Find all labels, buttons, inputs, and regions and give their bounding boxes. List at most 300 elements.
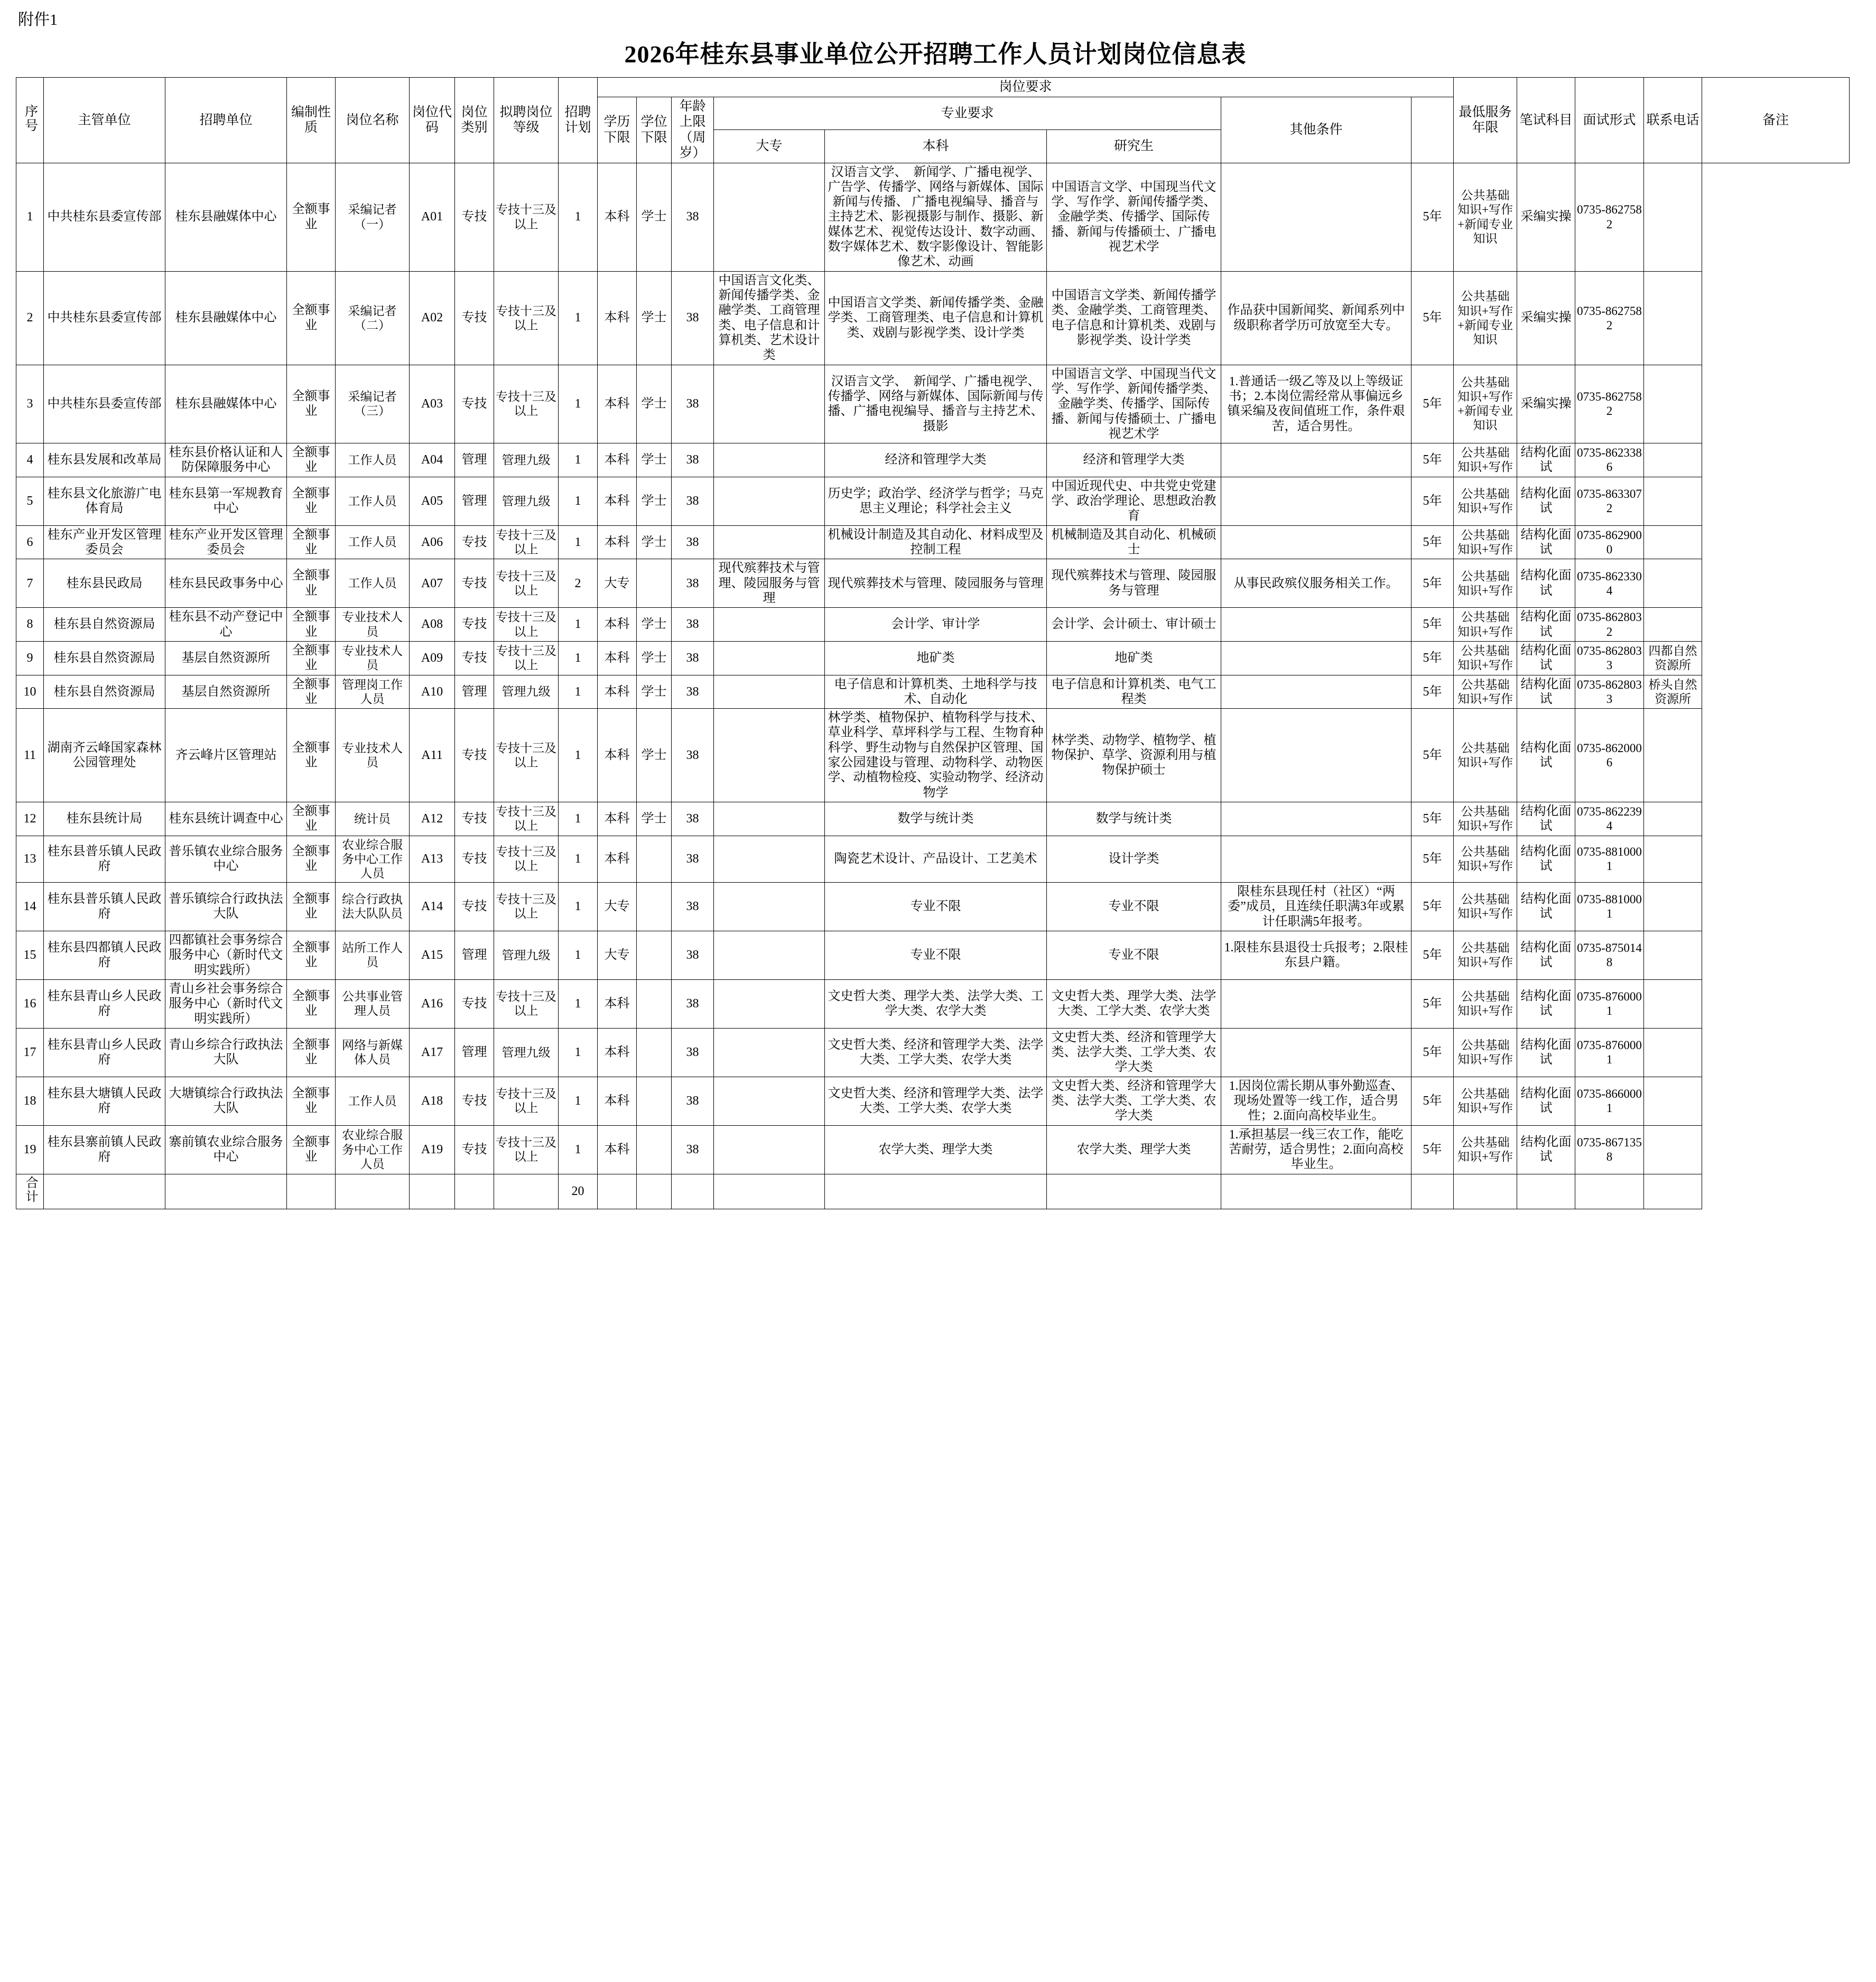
cell-row-seq: 15 bbox=[16, 931, 44, 979]
cell-row-seq: 4 bbox=[16, 443, 44, 477]
cell-row-dept: 桂东县自然资源局 bbox=[44, 608, 165, 642]
cell-row-interview-form: 结构化面试 bbox=[1517, 802, 1575, 836]
cell-row-major-graduate: 中国语言文学、中国现当代文学、写作学、新闻传播学类、金融学类、传播学、国际传播、新闻与传播硕士、广播电视艺术学 bbox=[1047, 163, 1221, 271]
cell-row-unit: 基层自然资源所 bbox=[165, 641, 287, 675]
cell-row-other bbox=[1221, 802, 1411, 836]
cell-row-major-bachelor: 经济和管理学大类 bbox=[825, 443, 1047, 477]
cell-row-job-type: 专技 bbox=[455, 608, 494, 642]
cell-row-unit: 桂东县融媒体中心 bbox=[165, 271, 287, 365]
cell-row-written-exam: 公共基础知识+写作 bbox=[1454, 1125, 1517, 1174]
table-row bbox=[16, 271, 1850, 365]
th-major: 专业要求 bbox=[714, 97, 1221, 130]
cell-row-major-college bbox=[714, 675, 825, 709]
cell-row-age-max: 38 bbox=[672, 1125, 714, 1174]
table-row bbox=[16, 608, 1850, 642]
cell-row-age-max: 38 bbox=[672, 1077, 714, 1125]
page-title: 2026年桂东县事业单位公开招聘工作人员计划岗位信息表 bbox=[624, 41, 1247, 68]
cell-row-unit: 普乐镇综合行政执法大队 bbox=[165, 883, 287, 931]
cell-row-interview-form: 结构化面试 bbox=[1517, 883, 1575, 931]
cell-row-unit: 桂东县融媒体中心 bbox=[165, 365, 287, 443]
cell-row-written-exam: 公共基础知识+写作 bbox=[1454, 979, 1517, 1028]
cell-row-edu-min: 大专 bbox=[598, 883, 637, 931]
cell-row-major-bachelor: 专业不限 bbox=[825, 931, 1047, 979]
cell-row-phone: 0735-8622394 bbox=[1575, 802, 1644, 836]
cell-row-edu-min: 本科 bbox=[598, 836, 637, 882]
cell-row-job-code: A08 bbox=[410, 608, 455, 642]
cell-row-plan: 1 bbox=[559, 709, 598, 802]
cell-row-job-level: 专技十三及以上 bbox=[494, 883, 559, 931]
cell-row-written-exam: 公共基础知识+写作 bbox=[1454, 443, 1517, 477]
cell-row-phone: 0735-8660001 bbox=[1575, 1077, 1644, 1125]
cell-row-other bbox=[1221, 525, 1411, 559]
cell-row-written-exam: 公共基础知识+写作+新闻专业知识 bbox=[1454, 163, 1517, 271]
cell-row-written-exam: 公共基础知识+写作 bbox=[1454, 608, 1517, 642]
cell-row-edu-min: 本科 bbox=[598, 1028, 637, 1077]
cell-row-seq: 10 bbox=[16, 675, 44, 709]
cell-row-job-level: 专技十三及以上 bbox=[494, 271, 559, 365]
th-job-level: 拟聘岗位等级 bbox=[494, 78, 559, 163]
cell-row-age-max: 38 bbox=[672, 365, 714, 443]
cell-row-dept: 桂东县文化旅游广电体育局 bbox=[44, 477, 165, 525]
total-blank-2 bbox=[165, 1174, 287, 1209]
cell-row-job-name: 工作人员 bbox=[336, 477, 410, 525]
cell-row-age-max: 38 bbox=[672, 477, 714, 525]
cell-row-unit: 青山乡综合行政执法大队 bbox=[165, 1028, 287, 1077]
cell-row-edu-min: 本科 bbox=[598, 675, 637, 709]
cell-row-phone: 0735-8810001 bbox=[1575, 836, 1644, 882]
cell-row-unit: 桂东县统计调查中心 bbox=[165, 802, 287, 836]
cell-row-degree-min: 学士 bbox=[637, 271, 672, 365]
cell-row-interview-form: 结构化面试 bbox=[1517, 709, 1575, 802]
cell-row-plan: 1 bbox=[559, 525, 598, 559]
cell-row-job-type: 专技 bbox=[455, 365, 494, 443]
cell-row-unit: 大塘镇综合行政执法大队 bbox=[165, 1077, 287, 1125]
cell-row-other bbox=[1221, 675, 1411, 709]
cell-row-written-exam: 公共基础知识+写作+新闻专业知识 bbox=[1454, 271, 1517, 365]
cell-row-job-level: 管理九级 bbox=[494, 931, 559, 979]
cell-row-seq: 18 bbox=[16, 1077, 44, 1125]
cell-row-service-years: 5年 bbox=[1411, 559, 1454, 608]
cell-row-degree-min: 学士 bbox=[637, 802, 672, 836]
cell-row-interview-form: 结构化面试 bbox=[1517, 641, 1575, 675]
cell-row-job-code: A10 bbox=[410, 675, 455, 709]
cell-row-seq: 12 bbox=[16, 802, 44, 836]
cell-row-job-type: 专技 bbox=[455, 979, 494, 1028]
cell-row-remark bbox=[1644, 931, 1702, 979]
cell-row-service-years: 5年 bbox=[1411, 883, 1454, 931]
cell-row-phone: 0735-8620006 bbox=[1575, 709, 1644, 802]
table-header-row-1 bbox=[16, 78, 1850, 97]
cell-row-plan: 1 bbox=[559, 163, 598, 271]
cell-row-seq: 11 bbox=[16, 709, 44, 802]
table-row bbox=[16, 709, 1850, 802]
cell-row-major-graduate: 专业不限 bbox=[1047, 883, 1221, 931]
cell-row-written-exam: 公共基础知识+写作 bbox=[1454, 836, 1517, 882]
cell-row-seq: 8 bbox=[16, 608, 44, 642]
cell-row-service-years: 5年 bbox=[1411, 608, 1454, 642]
cell-row-major-college bbox=[714, 641, 825, 675]
cell-row-age-max: 38 bbox=[672, 525, 714, 559]
cell-row-job-type: 管理 bbox=[455, 931, 494, 979]
cell-row-service-years: 5年 bbox=[1411, 709, 1454, 802]
cell-row-service-years: 5年 bbox=[1411, 477, 1454, 525]
cell-row-job-type: 专技 bbox=[455, 271, 494, 365]
cell-row-job-name: 专业技术人员 bbox=[336, 641, 410, 675]
cell-row-age-max: 38 bbox=[672, 271, 714, 365]
cell-row-other bbox=[1221, 477, 1411, 525]
cell-row-edu-min: 本科 bbox=[598, 641, 637, 675]
cell-row-job-type: 专技 bbox=[455, 163, 494, 271]
cell-row-major-graduate: 农学大类、理学大类 bbox=[1047, 1125, 1221, 1174]
total-blank-14 bbox=[1221, 1174, 1411, 1209]
total-blank-6 bbox=[455, 1174, 494, 1209]
cell-row-major-graduate: 中国语言文学类、新闻传播学类、金融学类、工商管理类、电子信息和计算机类、戏剧与影视学类、设计学类 bbox=[1047, 271, 1221, 365]
cell-row-other: 限桂东县现任村（社区）“两委”成员，且连续任职满3年或累计任职满5年报考。 bbox=[1221, 883, 1411, 931]
cell-row-plan: 1 bbox=[559, 802, 598, 836]
cell-row-establishment: 全额事业 bbox=[287, 836, 336, 882]
th-major-graduate: 研究生 bbox=[1047, 130, 1221, 163]
cell-row-edu-min: 本科 bbox=[598, 163, 637, 271]
cell-row-other: 1.普通话一级乙等及以上等级证书；2.本岗位需经常从事偏远乡镇采编及夜间值班工作，条件艰苦，适合男性。 bbox=[1221, 365, 1411, 443]
cell-row-other bbox=[1221, 608, 1411, 642]
cell-row-interview-form: 采编实操 bbox=[1517, 271, 1575, 365]
cell-row-seq: 6 bbox=[16, 525, 44, 559]
total-blank-8 bbox=[598, 1174, 637, 1209]
cell-row-age-max: 38 bbox=[672, 1028, 714, 1077]
cell-row-age-max: 38 bbox=[672, 443, 714, 477]
cell-row-plan: 1 bbox=[559, 883, 598, 931]
cell-row-edu-min: 本科 bbox=[598, 709, 637, 802]
cell-row-phone: 0735-8623304 bbox=[1575, 559, 1644, 608]
cell-row-unit: 桂东县民政事务中心 bbox=[165, 559, 287, 608]
cell-row-major-college bbox=[714, 477, 825, 525]
cell-row-unit: 桂东县不动产登记中心 bbox=[165, 608, 287, 642]
job-positions-table bbox=[16, 77, 1850, 1209]
cell-row-degree-min: 学士 bbox=[637, 163, 672, 271]
cell-row-establishment: 全额事业 bbox=[287, 443, 336, 477]
cell-row-service-years: 5年 bbox=[1411, 525, 1454, 559]
table-row bbox=[16, 443, 1850, 477]
cell-row-remark bbox=[1644, 883, 1702, 931]
cell-row-dept: 桂东县普乐镇人民政府 bbox=[44, 836, 165, 882]
cell-row-age-max: 38 bbox=[672, 559, 714, 608]
cell-row-seq: 14 bbox=[16, 883, 44, 931]
cell-row-establishment: 全额事业 bbox=[287, 802, 336, 836]
total-blank-12 bbox=[825, 1174, 1047, 1209]
cell-row-job-level: 管理九级 bbox=[494, 443, 559, 477]
cell-row-other bbox=[1221, 836, 1411, 882]
cell-row-job-code: A15 bbox=[410, 931, 455, 979]
cell-row-dept: 桂东县四都镇人民政府 bbox=[44, 931, 165, 979]
cell-row-plan: 1 bbox=[559, 979, 598, 1028]
cell-row-dept: 桂东县普乐镇人民政府 bbox=[44, 883, 165, 931]
cell-row-phone: 0735-8627582 bbox=[1575, 163, 1644, 271]
th-interview-form: 面试形式 bbox=[1575, 78, 1644, 163]
cell-row-job-level: 专技十三及以上 bbox=[494, 709, 559, 802]
table-row bbox=[16, 525, 1850, 559]
cell-row-establishment: 全额事业 bbox=[287, 559, 336, 608]
cell-row-major-graduate: 会计学、会计硕士、审计硕士 bbox=[1047, 608, 1221, 642]
cell-row-remark bbox=[1644, 836, 1702, 882]
table-footer bbox=[16, 1174, 1850, 1209]
cell-row-job-code: A12 bbox=[410, 802, 455, 836]
cell-row-interview-form: 结构化面试 bbox=[1517, 1077, 1575, 1125]
cell-row-major-college bbox=[714, 802, 825, 836]
cell-row-major-graduate: 电子信息和计算机类、电气工程类 bbox=[1047, 675, 1221, 709]
cell-row-job-type: 管理 bbox=[455, 443, 494, 477]
total-blank-11 bbox=[714, 1174, 825, 1209]
cell-row-unit: 桂东产业开发区管理委员会 bbox=[165, 525, 287, 559]
cell-row-major-graduate: 中国语言文学、中国现当代文学、写作学、新闻传播学类、金融学类、传播学、国际传播、新闻与传播硕士、广播电视艺术学 bbox=[1047, 365, 1221, 443]
cell-row-seq: 17 bbox=[16, 1028, 44, 1077]
cell-row-written-exam: 公共基础知识+写作+新闻专业知识 bbox=[1454, 365, 1517, 443]
cell-row-seq: 5 bbox=[16, 477, 44, 525]
th-major-college: 大专 bbox=[714, 130, 825, 163]
cell-row-phone: 0735-8810001 bbox=[1575, 883, 1644, 931]
cell-row-written-exam: 公共基础知识+写作 bbox=[1454, 1077, 1517, 1125]
cell-row-job-level: 管理九级 bbox=[494, 1028, 559, 1077]
cell-row-seq: 19 bbox=[16, 1125, 44, 1174]
cell-row-job-level: 专技十三及以上 bbox=[494, 365, 559, 443]
cell-row-major-graduate: 经济和管理学大类 bbox=[1047, 443, 1221, 477]
cell-row-service-years: 5年 bbox=[1411, 802, 1454, 836]
cell-row-major-college bbox=[714, 979, 825, 1028]
cell-row-phone: 0735-8671358 bbox=[1575, 1125, 1644, 1174]
cell-row-job-level: 专技十三及以上 bbox=[494, 1077, 559, 1125]
total-blank-19 bbox=[1644, 1174, 1702, 1209]
cell-row-remark bbox=[1644, 477, 1702, 525]
cell-row-major-college bbox=[714, 1028, 825, 1077]
cell-row-major-graduate: 机械制造及其自动化、机械硕士 bbox=[1047, 525, 1221, 559]
cell-row-edu-min: 大专 bbox=[598, 559, 637, 608]
cell-row-edu-min: 本科 bbox=[598, 443, 637, 477]
cell-row-age-max: 38 bbox=[672, 709, 714, 802]
table-row bbox=[16, 979, 1850, 1028]
cell-row-dept: 中共桂东县委宣传部 bbox=[44, 271, 165, 365]
cell-row-establishment: 全额事业 bbox=[287, 477, 336, 525]
cell-row-degree-min: 学士 bbox=[637, 608, 672, 642]
cell-row-interview-form: 结构化面试 bbox=[1517, 477, 1575, 525]
cell-row-plan: 1 bbox=[559, 443, 598, 477]
cell-row-edu-min: 本科 bbox=[598, 365, 637, 443]
cell-row-dept: 桂东县青山乡人民政府 bbox=[44, 979, 165, 1028]
cell-row-phone: 0735-8750148 bbox=[1575, 931, 1644, 979]
cell-row-dept: 桂东县统计局 bbox=[44, 802, 165, 836]
cell-row-interview-form: 结构化面试 bbox=[1517, 525, 1575, 559]
cell-row-dept: 桂东县自然资源局 bbox=[44, 641, 165, 675]
cell-row-job-code: A05 bbox=[410, 477, 455, 525]
cell-row-dept: 桂东县自然资源局 bbox=[44, 675, 165, 709]
cell-row-major-graduate: 文史哲大类、理学大类、法学大类、工学大类、农学大类 bbox=[1047, 979, 1221, 1028]
cell-row-major-graduate: 文史哲大类、经济和管理学大类、法学大类、工学大类、农学大类 bbox=[1047, 1028, 1221, 1077]
total-blank-4 bbox=[336, 1174, 410, 1209]
cell-row-job-type: 管理 bbox=[455, 675, 494, 709]
cell-row-phone: 0735-8628033 bbox=[1575, 675, 1644, 709]
cell-row-degree-min: 学士 bbox=[637, 525, 672, 559]
cell-row-seq: 16 bbox=[16, 979, 44, 1028]
cell-row-dept: 中共桂东县委宣传部 bbox=[44, 365, 165, 443]
cell-row-degree-min: 学士 bbox=[637, 709, 672, 802]
cell-row-job-type: 管理 bbox=[455, 477, 494, 525]
th-plan: 招聘计划 bbox=[559, 78, 598, 163]
cell-row-unit: 青山乡社会事务综合服务中心（新时代文明实践所） bbox=[165, 979, 287, 1028]
cell-row-interview-form: 结构化面试 bbox=[1517, 443, 1575, 477]
cell-row-interview-form: 结构化面试 bbox=[1517, 931, 1575, 979]
cell-row-unit: 桂东县价格认证和人防保障服务中心 bbox=[165, 443, 287, 477]
cell-row-seq: 3 bbox=[16, 365, 44, 443]
cell-row-job-code: A11 bbox=[410, 709, 455, 802]
cell-row-establishment: 全额事业 bbox=[287, 365, 336, 443]
total-blank-17 bbox=[1517, 1174, 1575, 1209]
cell-row-job-code: A18 bbox=[410, 1077, 455, 1125]
th-written-exam: 笔试科目 bbox=[1517, 78, 1575, 163]
cell-row-job-code: A03 bbox=[410, 365, 455, 443]
cell-row-major-college bbox=[714, 163, 825, 271]
cell-row-remark bbox=[1644, 1028, 1702, 1077]
cell-row-job-name: 工作人员 bbox=[336, 559, 410, 608]
cell-row-age-max: 38 bbox=[672, 883, 714, 931]
cell-row-seq: 7 bbox=[16, 559, 44, 608]
th-job-name: 岗位名称 bbox=[336, 78, 410, 163]
cell-row-written-exam: 公共基础知识+写作 bbox=[1454, 675, 1517, 709]
th-unit: 招聘单位 bbox=[165, 78, 287, 163]
cell-row-written-exam: 公共基础知识+写作 bbox=[1454, 802, 1517, 836]
cell-row-job-type: 专技 bbox=[455, 883, 494, 931]
th-other: 其他条件 bbox=[1221, 97, 1411, 163]
attachment-label: 附件1 bbox=[18, 11, 58, 29]
cell-row-plan: 1 bbox=[559, 641, 598, 675]
cell-row-other: 从事民政殡仪服务相关工作。 bbox=[1221, 559, 1411, 608]
cell-row-remark: 四都自然资源所 bbox=[1644, 641, 1702, 675]
cell-row-plan: 1 bbox=[559, 1077, 598, 1125]
cell-row-other bbox=[1221, 443, 1411, 477]
cell-row-service-years: 5年 bbox=[1411, 641, 1454, 675]
cell-row-major-bachelor: 历史学；政治学、经济学与哲学；马克思主义理论；科学社会主义 bbox=[825, 477, 1047, 525]
cell-row-major-graduate: 数学与统计类 bbox=[1047, 802, 1221, 836]
cell-row-service-years: 5年 bbox=[1411, 365, 1454, 443]
cell-row-job-type: 专技 bbox=[455, 1077, 494, 1125]
total-label: 合计 bbox=[16, 1174, 44, 1209]
cell-row-interview-form: 结构化面试 bbox=[1517, 1125, 1575, 1174]
cell-row-job-name: 农业综合服务中心工作人员 bbox=[336, 1125, 410, 1174]
cell-row-interview-form: 结构化面试 bbox=[1517, 836, 1575, 882]
cell-row-degree-min: 学士 bbox=[637, 675, 672, 709]
cell-row-dept: 桂东县青山乡人民政府 bbox=[44, 1028, 165, 1077]
table-row bbox=[16, 931, 1850, 979]
cell-row-job-type: 专技 bbox=[455, 641, 494, 675]
table-row bbox=[16, 836, 1850, 882]
cell-row-phone: 0735-8623386 bbox=[1575, 443, 1644, 477]
cell-row-job-name: 采编记者（三） bbox=[336, 365, 410, 443]
cell-row-major-bachelor: 文史哲大类、经济和管理学大类、法学大类、工学大类、农学大类 bbox=[825, 1028, 1047, 1077]
cell-row-seq: 1 bbox=[16, 163, 44, 271]
cell-row-major-bachelor: 陶瓷艺术设计、产品设计、工艺美术 bbox=[825, 836, 1047, 882]
cell-row-other bbox=[1221, 1028, 1411, 1077]
cell-row-service-years: 5年 bbox=[1411, 1125, 1454, 1174]
cell-row-major-college bbox=[714, 1077, 825, 1125]
cell-row-degree-min bbox=[637, 1028, 672, 1077]
cell-row-job-level: 专技十三及以上 bbox=[494, 641, 559, 675]
cell-row-major-bachelor: 汉语言文学、 新闻学、广播电视学、传播学、网络与新媒体、国际新闻与传播、广播电视编导、播音与主持艺术、摄影 bbox=[825, 365, 1047, 443]
cell-row-major-college: 现代殡葬技术与管理、陵园服务与管理 bbox=[714, 559, 825, 608]
total-blank-7 bbox=[494, 1174, 559, 1209]
cell-row-major-bachelor: 中国语言文学类、新闻传播学类、金融学类、工商管理类、电子信息和计算机类、戏剧与影视学类、设计学类 bbox=[825, 271, 1047, 365]
cell-row-written-exam: 公共基础知识+写作 bbox=[1454, 931, 1517, 979]
cell-row-establishment: 全额事业 bbox=[287, 931, 336, 979]
cell-row-edu-min: 本科 bbox=[598, 477, 637, 525]
cell-row-job-level: 专技十三及以上 bbox=[494, 802, 559, 836]
cell-row-age-max: 38 bbox=[672, 836, 714, 882]
cell-row-service-years: 5年 bbox=[1411, 836, 1454, 882]
cell-row-age-max: 38 bbox=[672, 931, 714, 979]
th-edu-min: 学历下限 bbox=[598, 97, 637, 163]
th-establishment: 编制性质 bbox=[287, 78, 336, 163]
cell-row-phone: 0735-8627582 bbox=[1575, 271, 1644, 365]
cell-row-interview-form: 结构化面试 bbox=[1517, 608, 1575, 642]
total-blank-13 bbox=[1047, 1174, 1221, 1209]
cell-row-age-max: 38 bbox=[672, 979, 714, 1028]
cell-row-dept: 桂东县大塘镇人民政府 bbox=[44, 1077, 165, 1125]
cell-row-job-name: 工作人员 bbox=[336, 443, 410, 477]
cell-row-dept: 湖南齐云峰国家森林公园管理处 bbox=[44, 709, 165, 802]
cell-row-edu-min: 本科 bbox=[598, 271, 637, 365]
cell-row-job-code: A07 bbox=[410, 559, 455, 608]
cell-row-service-years: 5年 bbox=[1411, 271, 1454, 365]
cell-row-job-name: 站所工作人员 bbox=[336, 931, 410, 979]
cell-row-dept: 桂东县寨前镇人民政府 bbox=[44, 1125, 165, 1174]
cell-row-job-level: 专技十三及以上 bbox=[494, 979, 559, 1028]
th-job-code: 岗位代码 bbox=[410, 78, 455, 163]
cell-row-service-years: 5年 bbox=[1411, 1028, 1454, 1077]
cell-row-job-type: 专技 bbox=[455, 802, 494, 836]
cell-row-service-years: 5年 bbox=[1411, 979, 1454, 1028]
table-row bbox=[16, 559, 1850, 608]
cell-row-major-college bbox=[714, 883, 825, 931]
cell-row-remark bbox=[1644, 1125, 1702, 1174]
table-row bbox=[16, 163, 1850, 271]
cell-row-other bbox=[1221, 163, 1411, 271]
cell-row-edu-min: 本科 bbox=[598, 1077, 637, 1125]
cell-row-job-name: 专业技术人员 bbox=[336, 709, 410, 802]
cell-row-degree-min: 学士 bbox=[637, 365, 672, 443]
cell-row-major-college: 中国语言文化类、新闻传播学类、金融学类、工商管理类、电子信息和计算机类、艺术设计类 bbox=[714, 271, 825, 365]
cell-row-major-college bbox=[714, 1125, 825, 1174]
table-row bbox=[16, 1125, 1850, 1174]
cell-row-establishment: 全额事业 bbox=[287, 709, 336, 802]
cell-row-unit: 四都镇社会事务综合服务中心（新时代文明实践所） bbox=[165, 931, 287, 979]
table-row bbox=[16, 1028, 1850, 1077]
cell-row-job-name: 综合行政执法大队队员 bbox=[336, 883, 410, 931]
cell-row-establishment: 全额事业 bbox=[287, 1125, 336, 1174]
cell-row-unit: 桂东县融媒体中心 bbox=[165, 163, 287, 271]
table-row bbox=[16, 883, 1850, 931]
cell-row-major-college bbox=[714, 525, 825, 559]
cell-row-job-name: 专业技术人员 bbox=[336, 608, 410, 642]
cell-row-other bbox=[1221, 709, 1411, 802]
cell-row-job-level: 管理九级 bbox=[494, 675, 559, 709]
cell-row-edu-min: 本科 bbox=[598, 525, 637, 559]
cell-row-dept: 中共桂东县委宣传部 bbox=[44, 163, 165, 271]
th-phone: 联系电话 bbox=[1644, 78, 1702, 163]
cell-row-job-code: A19 bbox=[410, 1125, 455, 1174]
cell-row-remark: 桥头自然资源所 bbox=[1644, 675, 1702, 709]
cell-row-degree-min bbox=[637, 931, 672, 979]
cell-row-job-code: A01 bbox=[410, 163, 455, 271]
cell-row-service-years: 5年 bbox=[1411, 1077, 1454, 1125]
cell-row-phone: 0735-8633072 bbox=[1575, 477, 1644, 525]
cell-row-job-name: 采编记者（二） bbox=[336, 271, 410, 365]
cell-row-seq: 9 bbox=[16, 641, 44, 675]
